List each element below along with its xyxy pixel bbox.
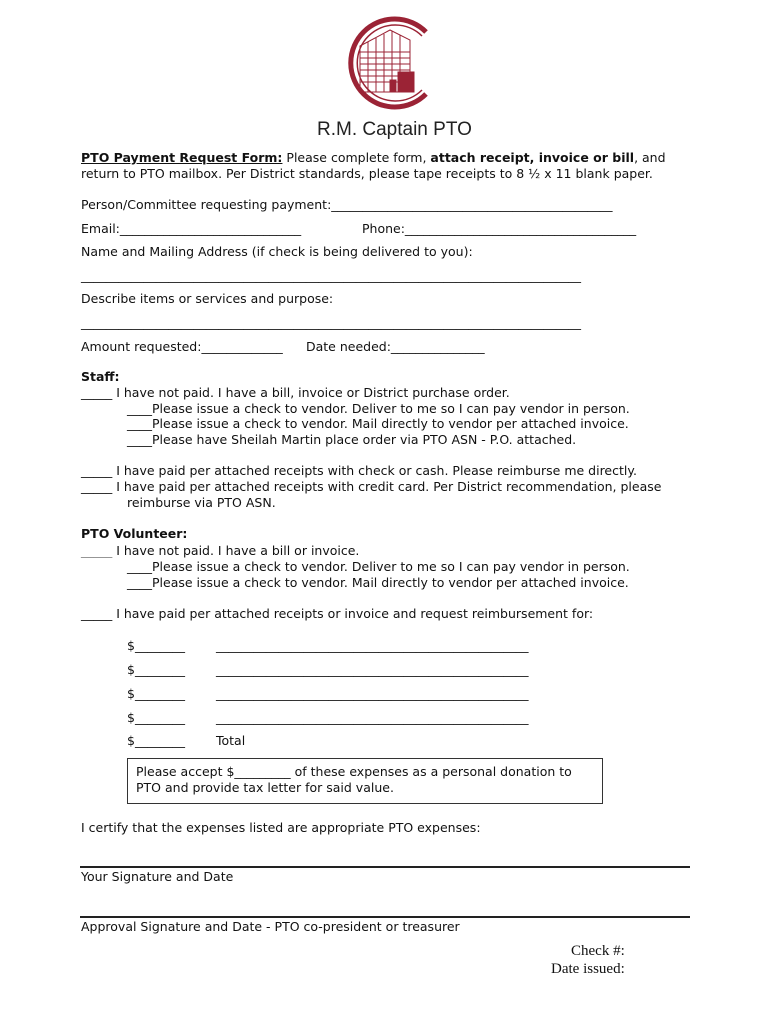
expense-total-label: Total <box>216 733 246 748</box>
intro-text-c: , and <box>634 150 666 165</box>
staff-mail-option[interactable]: ____Please issue a check to vendor. Mail directly to vendor per attached invoice. <box>127 416 629 431</box>
volunteer-mail-option[interactable]: ____Please issue a check to vendor. Mail directly to vendor per attached invoice. <box>127 575 629 590</box>
expense-desc-2[interactable]: __________________________________________________ <box>216 662 529 677</box>
staff-heading: Staff: <box>81 369 120 384</box>
staff-paid-card-continued: reimburse via PTO ASN. <box>127 495 276 510</box>
volunteer-deliver-option[interactable]: ____Please issue a check to vendor. Deliver to me so I can pay vendor in person. <box>127 559 630 574</box>
address-label: Name and Mailing Address (if check is being delivered to you): <box>81 244 473 259</box>
volunteer-not-paid-option[interactable] <box>81 543 359 559</box>
form-title: PTO Payment Request Form: <box>81 150 283 165</box>
your-signature-label: Your Signature and Date <box>81 869 234 884</box>
staff-deliver-option[interactable]: ____Please issue a check to vendor. Deliver to me so I can pay vendor in person. <box>127 401 630 416</box>
staff-order-option[interactable]: ____Please have Sheilah Martin place order via PTO ASN - P.O. attached. <box>127 432 577 447</box>
staff-paid-card-option[interactable]: _____ I have paid per attached receipts with credit card. Per District recommendation, please <box>81 479 662 494</box>
volunteer-not-paid-blank[interactable]: _____ <box>81 543 113 558</box>
expense-amount-2[interactable]: $________ <box>127 662 185 677</box>
date-needed-field[interactable]: Date needed:_______________ <box>306 339 485 354</box>
volunteer-paid-option[interactable]: _____ I have paid per attached receipts or invoice and request reimbursement for: <box>81 606 594 621</box>
pto-logo <box>338 10 434 116</box>
email-field[interactable]: Email:_____________________________ <box>81 221 302 236</box>
check-number-label: Check #: <box>571 943 625 959</box>
amount-requested-field[interactable]: Amount requested:_____________ <box>81 339 283 354</box>
expense-desc-3[interactable]: __________________________________________________ <box>216 686 529 701</box>
volunteer-not-paid-text: I have not paid. I have a bill or invoice. <box>112 543 360 558</box>
expense-total-amount[interactable]: $________ <box>127 733 185 748</box>
org-name: R.M. Captain PTO <box>317 119 472 140</box>
expense-desc-4[interactable]: __________________________________________________ <box>216 710 529 725</box>
form-intro-line1 <box>81 150 666 166</box>
staff-paid-cash-option[interactable]: _____ I have paid per attached receipts with check or cash. Please reimburse me directly. <box>81 463 637 478</box>
certify-statement: I certify that the expenses listed are appropriate PTO expenses: <box>81 820 481 835</box>
person-committee-field[interactable]: Person/Committee requesting payment:_____________________________________________ <box>81 197 613 212</box>
phone-field[interactable]: Phone:_____________________________________ <box>362 221 637 236</box>
your-signature-line[interactable] <box>80 866 690 868</box>
donation-line2: PTO and provide tax letter for said value. <box>136 780 394 795</box>
approval-signature-label: Approval Signature and Date - PTO co-president or treasurer <box>81 919 460 934</box>
expense-amount-4[interactable]: $________ <box>127 710 185 725</box>
volunteer-heading: PTO Volunteer: <box>81 526 188 541</box>
approval-signature-line[interactable] <box>80 916 690 918</box>
describe-field[interactable]: ________________________________________________________________________________ <box>81 315 581 330</box>
describe-label: Describe items or services and purpose: <box>81 291 334 306</box>
staff-not-paid-option[interactable]: _____ I have not paid. I have a bill, invoice or District purchase order. <box>81 385 510 400</box>
intro-text-a: Please complete form, <box>282 150 431 165</box>
form-intro-line2: return to PTO mailbox. Per District standards, please tape receipts to 8 ½ x 11 blank paper. <box>81 166 653 181</box>
expense-amount-3[interactable]: $________ <box>127 686 185 701</box>
donation-line1[interactable]: Please accept $_________ of these expenses as a personal donation to <box>136 764 572 779</box>
address-field[interactable]: ________________________________________________________________________________ <box>81 268 581 283</box>
intro-bold-instruction: attach receipt, invoice or bill <box>430 150 635 165</box>
expense-desc-1[interactable]: __________________________________________________ <box>216 638 529 653</box>
date-issued-label: Date issued: <box>551 961 625 977</box>
expense-amount-1[interactable]: $________ <box>127 638 185 653</box>
